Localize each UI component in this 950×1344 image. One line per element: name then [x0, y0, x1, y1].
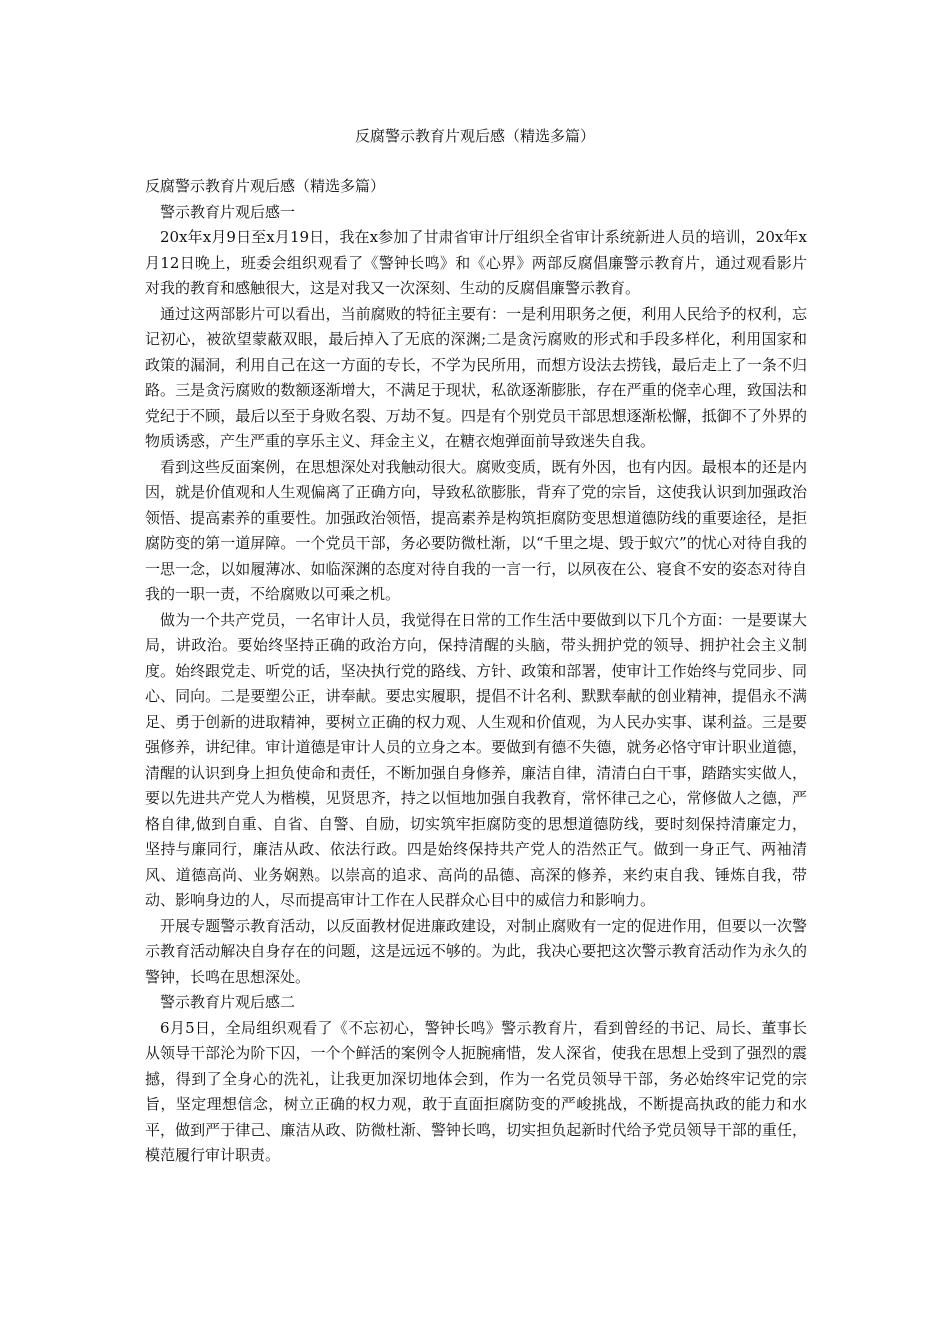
document-subtitle: 反腐警示教育片观后感（精选多篇） — [145, 177, 386, 195]
section-heading-1: 警示教育片观后感一 — [160, 202, 296, 221]
document-title: 反腐警示教育片观后感（精选多篇） — [354, 127, 595, 145]
paragraph-4: 做为一个共产党员，一名审计人员，我觉得在日常的工作生活中要做到以下几个方面：一是要谋大局，讲政治。要始终坚持正确的政治方向，保持清醒的头脑，带头拥护党的领导、拥护社会主义制度。始终跟党走、听党的话，坚决执行党的路线、方针、政策和部署，使审计工作始终与党同步、同心、同向。二是要塑公正，讲奉献。要忠实履职，提倡不计名利、默默奉献的创业精神，提倡永不满足、勇于创新的进取精神，要树立正确的权力观、人生观和价值观，为人民办实事、谋利益。三是要强修养，讲纪律。审计道德是审计人员的立身之本。要做到有德不失德，就务必恪守审计职业道德，清醒的认识到身上担负使命和责任，不断加强自身修养，廉洁自律，清清白白干事，踏踏实实做人，要以先进共产党人为楷模，见贤思齐，持之以恒地加强自我教育，常怀律己之心，常修做人之德，严格自律,做到自重、自省、自警、自励，切实筑牢拒腐防变的思想道德防线，要时刻保持清廉定力，坚持与廉同行，廉洁从政、依法行政。四是始终保持共产党人的浩然正气。做到一身正气、两袖清风、道德高尚、业务娴熟。以崇高的追求、高尚的品德、高深的修养，来约束自我、锤炼自我，带动、影响身边的人，尽而提高审计工作在人民群众心目中的威信力和影响力。 — [145, 610, 807, 909]
paragraph-1: 20x年x月9日至x月19日，我在x参加了甘肃省审计厅组织全省审计系统新进人员的培训，20x年x月12日晚上，班委会组织观看了《警钟长鸣》和《心界》两部反腐倡廉警示教育片，通过观看影片对我的教育和感触很大，这是对我又一次深刻、生动的反腐倡廉警示教育。 — [145, 228, 807, 297]
paragraph-2: 通过这两部影片可以看出，当前腐败的特征主要有：一是利用职务之便，利用人民给予的权利，忘记初心，被欲望蒙蔽双眼，最后掉入了无底的深渊;二是贪污腐败的形式和手段多样化，利用国家和政策的漏洞，利用自己在这一方面的专长，不学为民所用，而想方设法去捞钱，最后走上了一条不归路。三是贪污腐败的数额逐渐增大，不满足于现状，私欲逐渐膨胀，存在严重的侥幸心理，致国法和党纪于不顾，最后以至于身败名裂、万劫不复。四是有个别党员干部思想逐渐松懈，抵御不了外界的物质诱惑，产生严重的享乐主义、拜金主义，在糖衣炮弹面前导致迷失自我。 — [145, 304, 807, 450]
section-heading-2: 警示教育片观后感二 — [160, 993, 296, 1011]
paragraph-5: 开展专题警示教育活动，以反面教材促进廉政建设，对制止腐败有一定的促进作用，但要以一次警示教育活动解决自身存在的问题，这是远远不够的。为此，我决心要把这次警示教育活动作为永久的警钟，长鸣在思想深处。 — [145, 916, 807, 986]
paragraph-3: 看到这些反面案例，在思想深处对我触动很大。腐败变质，既有外因，也有内因。最根本的还是内因，就是价值观和人生观偏离了正确方向，导致私欲膨胀，背弃了党的宗旨，这使我认识到加强政治领悟、提高素养的重要性。加强政治领悟，提高素养是构筑拒腐防变思想道德防线的重要途径，是拒腐防变的第一道屏障。一个党员干部，务必要防微杜渐，以“千里之堤、毁于蚁穴”的忧心对待自我的一思一念，以如履薄冰、如临深渊的态度对待自我的一言一行，以夙夜在公、寝食不安的姿态对待自我的一职一责，不给腐败以可乘之机。 — [145, 457, 807, 603]
document-body — [145, 174, 807, 1169]
paragraph-6: 6月5日，全局组织观看了《不忘初心，警钟长鸣》警示教育片，看到曾经的书记、局长、董事长从领导干部沦为阶下囚，一个个鲜活的案例令人扼腕痛惜，发人深省，使我在思想上受到了强烈的震撼，得到了全身心的洗礼，让我更加深切地体会到，作为一名党员领导干部，务必始终牢记党的宗旨，坚定理想信念，树立正确的权力观，敢于直面拒腐防变的严峻挑战，不断提高执政的能力和水平，做到严于律己、廉洁从政、防微杜渐、警钟长鸣，切实担负起新时代给予党员领导干部的重任，模范履行审计职责。 — [145, 1018, 807, 1164]
